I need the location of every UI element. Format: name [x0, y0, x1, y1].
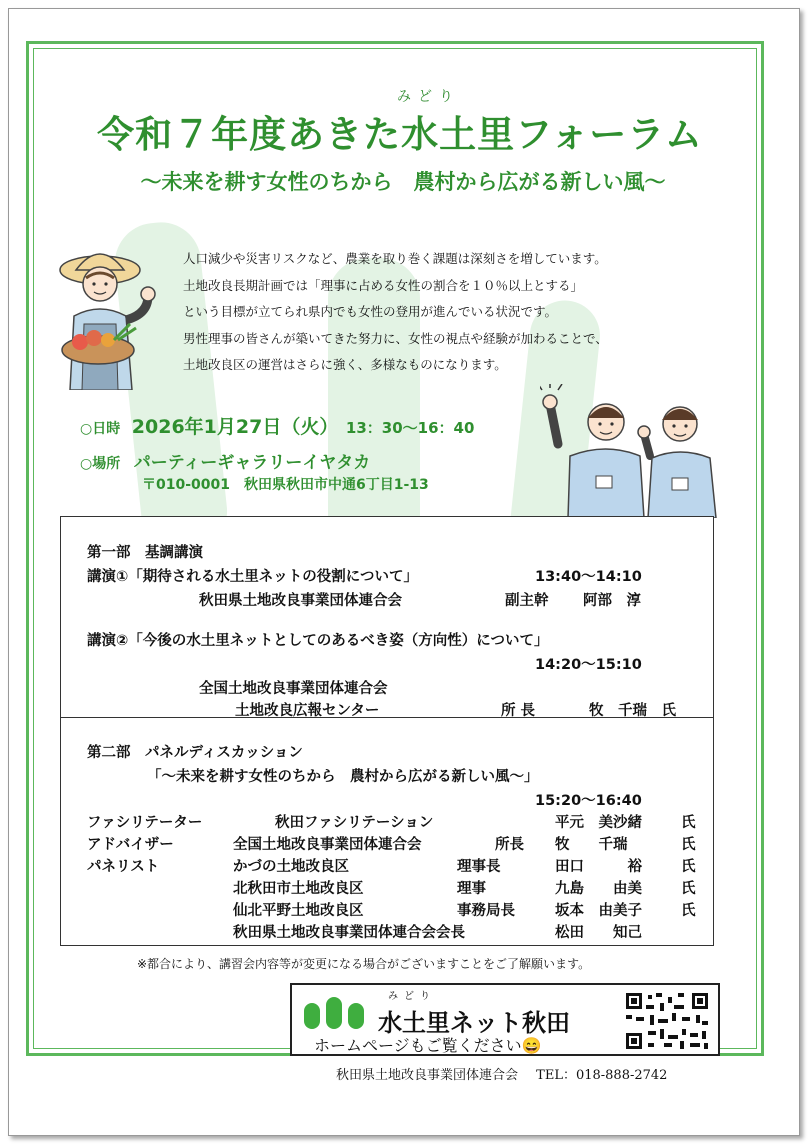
leaf-logo-icon — [302, 997, 368, 1029]
member-name: 牧 千瑞 — [555, 837, 628, 853]
member-name: 平元 美沙緒 — [555, 815, 642, 831]
member-role: ファシリテーター — [87, 815, 203, 831]
member-org: 秋田ファシリテーション — [275, 815, 434, 831]
event-venue — [80, 448, 370, 473]
program-box — [60, 516, 714, 946]
lecture1-title: 講演①「期待される水土里ネットの役割について」 — [87, 569, 418, 585]
date-label: ○日時 — [80, 421, 121, 437]
member-name: 松田 知己 — [555, 925, 642, 941]
part2-heading: 第二部 パネルディスカッション — [87, 745, 303, 761]
member-name: 九島 由美 — [555, 881, 642, 897]
lecture1-time: 13:40～14:10 — [535, 569, 642, 585]
member-name: 田口 裕 — [555, 859, 642, 875]
intro-line: 土地改良区の運営はさらに強く、多様なものになります。 — [183, 357, 507, 372]
member-title: 理事 — [457, 881, 486, 897]
lecture1-speaker: 阿部 淳 — [583, 593, 641, 609]
intro-line: 男性理事の皆さんが築いてきた努力に、女性の視点や経験が加わることで、 — [183, 330, 608, 346]
intro-line: 土地改良長期計画では「理事に占める女性の割合を１０％以上とする」 — [183, 277, 584, 293]
lecture2-title: 講演②「今後の水土里ネットとしてのあるべき姿（方向性）について」 — [87, 633, 549, 649]
member-title: 理事長 — [457, 859, 501, 875]
member-title: 事務局長 — [457, 903, 515, 919]
intro-line: 人口減少や災害リスクなど、農業を取り巻く課題は深刻さを増しています。 — [183, 251, 607, 266]
qr-code-icon[interactable] — [624, 991, 710, 1051]
contact-tel: TEL：018-888-2742 — [536, 1068, 668, 1083]
promo-box[interactable] — [290, 983, 720, 1056]
member-suffix: 氏 — [681, 859, 696, 875]
lecture1-org: 秋田県土地改良事業団体連合会 — [199, 593, 402, 609]
member-role: アドバイザー — [87, 837, 174, 853]
member-title: 所長 — [495, 837, 524, 853]
farmer-woman-illustration — [56, 240, 164, 390]
homepage-cta: ホームページもご覧ください😄 — [314, 1036, 542, 1055]
lecture1-role: 副主幹 — [505, 593, 549, 609]
intro-line: という目標が立てられ県内でも女性の登用が進んでいる状況です。 — [183, 304, 558, 319]
member-role: パネリスト — [87, 859, 160, 875]
title-ruby: みどり — [397, 89, 460, 105]
contact-org: 秋田県土地改良事業団体連合会 — [336, 1068, 519, 1083]
lecture2-role: 所 長 — [501, 703, 536, 719]
member-org: 仙北平野土地改良区 — [233, 903, 364, 919]
member-org: 北秋田市土地改良区 — [233, 881, 364, 897]
page-title: 令和７年度あきた水土里フォーラム — [97, 113, 703, 156]
member-suffix: 氏 — [681, 903, 696, 919]
footnote: ※都合により、講習会内容等が変更になる場合がございますことをご了解願います。 — [137, 957, 591, 971]
part1-heading: 第一部 基調講演 — [87, 545, 203, 561]
member-suffix: 氏 — [681, 881, 696, 897]
date-value: 2026年1月27日（火） — [131, 416, 339, 438]
event-date — [80, 412, 474, 439]
venue-address: 〒010-0001 秋田県秋田市中通6丁目1-13 — [142, 477, 429, 493]
lecture2-time: 14:20～15:10 — [535, 657, 642, 673]
member-org: かづの土地改良区 — [233, 859, 349, 875]
member-suffix: 氏 — [681, 837, 696, 853]
part2-theme: 「～未来を耕す女性のちから 農村から広がる新しい風～」 — [147, 769, 539, 785]
member-suffix: 氏 — [681, 815, 696, 831]
venue-label: ○場所 — [80, 456, 121, 472]
intro-paragraph — [183, 246, 608, 379]
page-subtitle: ～未来を耕す女性のちから 農村から広がる新しい風～ — [140, 170, 666, 194]
part2-time: 15:20～16:40 — [535, 793, 642, 809]
brand-name: 水土里ネット秋田 — [378, 1009, 570, 1037]
lecture2-speaker: 牧 千瑞 氏 — [589, 703, 676, 719]
contact-line — [336, 1064, 667, 1083]
member-org: 全国土地改良事業団体連合会 — [233, 837, 422, 853]
member-name: 坂本 由美子 — [555, 903, 642, 919]
lecture2-org: 全国土地改良事業団体連合会 — [199, 681, 388, 697]
venue-name: パーティーギャラリーイヤタカ — [133, 453, 371, 473]
program-divider — [61, 717, 713, 718]
lecture2-center: 土地改良広報センター — [235, 703, 380, 719]
time-value: 13：30～16：40 — [345, 419, 475, 437]
member-org: 秋田県土地改良事業団体連合会会長 — [233, 925, 465, 941]
brand-ruby: みどり — [388, 991, 436, 1002]
staff-illustration — [540, 384, 722, 518]
